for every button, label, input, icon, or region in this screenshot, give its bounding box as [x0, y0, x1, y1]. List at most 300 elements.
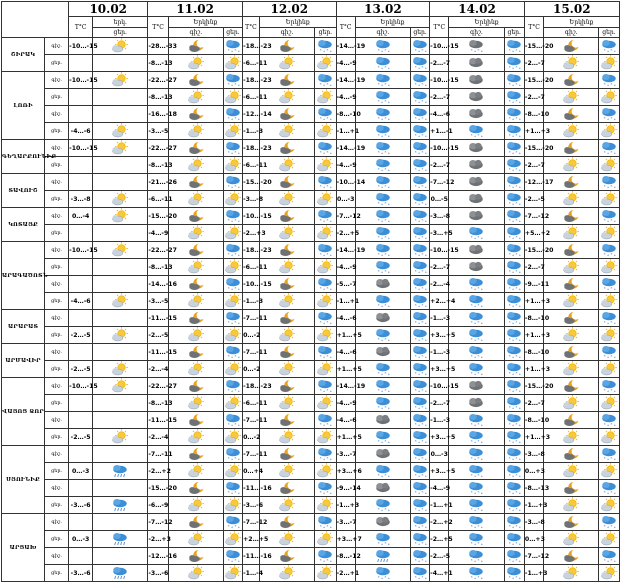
temperature-cell: -4…-6	[69, 123, 93, 140]
weather-icon-cell	[410, 310, 429, 327]
svg-text:*: *	[424, 457, 427, 462]
svg-text:*: *	[421, 269, 424, 274]
svg-text:*: *	[330, 525, 333, 530]
weather-icon-cell	[449, 106, 504, 123]
temperature-cell: -2…-7	[430, 89, 449, 106]
temperature-cell: -8…-13	[524, 480, 543, 497]
svg-text:*: *	[471, 371, 474, 376]
svg-text:*: *	[414, 218, 417, 223]
svg-text:*: *	[424, 576, 427, 581]
temperature-cell: -3…-5	[148, 293, 168, 310]
weather-icon-cell	[449, 276, 504, 293]
svg-text:*: *	[326, 524, 329, 529]
svg-text:*: *	[237, 287, 240, 292]
weather-icon-cell	[315, 531, 337, 548]
temperature-cell: -16…-18	[148, 106, 168, 123]
time-of-day: ցեր.	[45, 361, 69, 378]
weather-icon-cell	[315, 514, 337, 531]
time-of-day: ցեր.	[45, 497, 69, 514]
weather-icon-cell	[599, 174, 619, 191]
svg-text:*: *	[377, 337, 380, 342]
svg-text:*: *	[234, 184, 237, 189]
weather-icon-cell	[544, 531, 599, 548]
svg-text:*: *	[421, 541, 424, 546]
svg-text:*: *	[519, 270, 521, 275]
svg-text:*: *	[519, 423, 521, 428]
temperature-cell: -7…-11	[148, 446, 168, 463]
svg-text:*: *	[508, 354, 511, 359]
svg-text:*: *	[377, 507, 380, 512]
svg-text:*: *	[384, 269, 387, 274]
weather-icon-cell	[599, 429, 619, 446]
temperature-cell: -4…-6	[336, 412, 355, 429]
svg-text:*: *	[323, 321, 326, 326]
weather-icon-cell	[355, 55, 410, 72]
forecast-table	[1, 1, 639, 582]
weather-icon-cell	[223, 480, 242, 497]
svg-text:*: *	[512, 49, 515, 54]
svg-text:*: *	[424, 185, 427, 190]
svg-text:*: *	[508, 269, 511, 274]
temperature-cell: +1…+3	[524, 361, 543, 378]
svg-text:*: *	[414, 507, 417, 512]
temperature-cell: -15…-20	[524, 72, 543, 89]
weather-icon-cell	[410, 38, 429, 55]
temperature-cell: -18…-23	[243, 38, 260, 55]
svg-text:*: *	[512, 185, 515, 190]
svg-text:*: *	[323, 355, 326, 360]
temperature-cell: 0…-5	[430, 191, 449, 208]
temperature-cell: -6…-11	[243, 259, 260, 276]
forecast-row	[2, 378, 639, 395]
time-of-day: գիշ.	[45, 242, 69, 259]
weather-icon-cell	[315, 157, 337, 174]
weather-icon-cell	[599, 548, 619, 565]
svg-text:*: *	[330, 219, 333, 224]
svg-text:*: *	[421, 303, 424, 308]
svg-text:*: *	[471, 575, 474, 580]
temperature-cell: 0…-3	[69, 463, 93, 480]
weather-icon-cell	[449, 293, 504, 310]
svg-text:*: *	[421, 439, 424, 444]
svg-text:*: *	[471, 48, 474, 53]
svg-text:*: *	[231, 491, 233, 496]
svg-text:*: *	[384, 439, 387, 444]
svg-text:*: *	[418, 389, 421, 394]
svg-text:*: *	[381, 151, 383, 156]
temperature-cell: -2…-7	[524, 395, 543, 412]
time-of-day: գիշ.	[45, 38, 69, 55]
temperature-cell: -3…-8	[243, 191, 260, 208]
weather-icon-cell	[355, 463, 410, 480]
svg-text:*: *	[387, 236, 390, 241]
svg-text:*: *	[231, 83, 233, 88]
svg-text:*: *	[381, 338, 383, 343]
svg-text:*: *	[477, 320, 480, 325]
weather-icon-cell	[355, 106, 410, 123]
sky-header: Երկինք	[259, 17, 336, 28]
svg-text:*: *	[512, 134, 515, 139]
weather-icon-cell	[449, 446, 504, 463]
weather-icon-cell	[410, 361, 429, 378]
svg-text:*: *	[424, 100, 427, 105]
weather-icon-cell	[410, 463, 429, 480]
svg-text:*: *	[414, 371, 417, 376]
svg-text:*: *	[231, 321, 233, 326]
weather-icon-cell	[599, 412, 619, 429]
time-of-day: գիշ.	[45, 276, 69, 293]
weather-icon-cell	[168, 157, 223, 174]
temperature-cell: -3…-6	[69, 565, 93, 582]
svg-text:*: *	[519, 355, 521, 360]
temperature-cell: -8…-13	[148, 259, 168, 276]
temperature-cell: -3…-7	[336, 514, 355, 531]
weather-icon-cell	[544, 327, 599, 344]
svg-text:*: *	[603, 490, 606, 495]
svg-text:*: *	[381, 66, 383, 71]
region-name: ԱՐՄԱՎԻՐ	[2, 344, 45, 378]
svg-text:*: *	[421, 48, 424, 53]
svg-text:*: *	[418, 559, 421, 564]
weather-icon-cell	[410, 157, 429, 174]
weather-icon-cell	[449, 480, 504, 497]
svg-text:*: *	[326, 48, 329, 53]
weather-icon-cell	[504, 548, 524, 565]
svg-text:*: *	[512, 66, 515, 71]
weather-icon-cell	[410, 293, 429, 310]
weather-icon-cell	[504, 361, 524, 378]
svg-text:*: *	[613, 491, 616, 496]
weather-icon-cell	[355, 480, 410, 497]
svg-text:*: *	[377, 303, 380, 308]
sun-cloud-icon	[111, 379, 129, 398]
svg-text:*: *	[418, 253, 421, 258]
svg-text:*: *	[381, 508, 383, 513]
svg-text:*: *	[607, 151, 609, 156]
svg-text:*: *	[418, 423, 421, 428]
svg-text:*: *	[515, 320, 518, 325]
svg-text:*: *	[471, 490, 474, 495]
svg-text:*: *	[519, 236, 521, 241]
svg-text:*: *	[418, 491, 421, 496]
svg-text:*: *	[418, 219, 421, 224]
svg-text:*: *	[387, 508, 390, 513]
weather-icon-cell	[355, 327, 410, 344]
time-of-day: ցեր.	[45, 123, 69, 140]
svg-text:*: *	[512, 542, 515, 547]
temperature-cell: 0…-3	[430, 446, 449, 463]
weather-icon-cell	[504, 395, 524, 412]
weather-icon-cell	[504, 429, 524, 446]
weather-icon-cell	[315, 310, 337, 327]
weather-icon-cell	[355, 548, 410, 565]
weather-icon-cell	[168, 497, 223, 514]
temperature-cell: -6…-9	[148, 497, 168, 514]
region-name: ՇԻՐԱԿ	[2, 38, 45, 72]
temperature-cell: -10…-15	[430, 72, 449, 89]
temperature-cell: -22…-27	[148, 72, 168, 89]
date-header: 15.02	[524, 2, 619, 17]
temperature-cell	[69, 225, 93, 242]
weather-icon-cell	[544, 480, 599, 497]
forecast-row	[2, 38, 639, 55]
svg-text:*: *	[477, 558, 480, 563]
day-sub-header: ցեր.	[93, 28, 148, 38]
temperature-cell: +3…+5	[430, 429, 449, 446]
svg-text:*: *	[603, 524, 606, 529]
svg-text:*: *	[384, 473, 387, 478]
temperature-cell: -3…-6	[243, 497, 260, 514]
svg-text:*: *	[418, 321, 421, 326]
day-sub-header: ցեր.	[599, 28, 619, 38]
svg-text:*: *	[519, 372, 521, 377]
sky-header: Երկինք	[168, 17, 242, 28]
temperature-cell: 0…-3	[69, 531, 93, 548]
sun-cloud-icon	[111, 430, 129, 449]
svg-text:*: *	[384, 541, 387, 546]
weather-icon-cell	[599, 378, 619, 395]
weather-icon-cell	[93, 565, 148, 582]
night-sub-header: գիշ.	[544, 28, 599, 38]
weather-icon-cell	[449, 412, 504, 429]
svg-text:*: *	[377, 133, 380, 138]
svg-text:*: *	[330, 117, 333, 122]
header-corner	[2, 2, 69, 38]
svg-text:*: *	[418, 355, 421, 360]
weather-icon-cell	[599, 395, 619, 412]
weather-icon-cell	[355, 191, 410, 208]
temperature-cell: -28…-33	[148, 38, 168, 55]
temperature-cell: -8…-13	[148, 395, 168, 412]
svg-text:*: *	[237, 321, 240, 326]
time-of-day: գիշ.	[45, 412, 69, 429]
temperature-cell: -10…-15	[243, 208, 260, 225]
cloud-snow-icon	[467, 566, 485, 585]
svg-text:*: *	[377, 184, 380, 189]
weather-icon-cell	[259, 361, 314, 378]
svg-text:*: *	[234, 558, 237, 563]
svg-text:*: *	[508, 558, 511, 563]
night-sub-header: գիշ.	[449, 28, 504, 38]
svg-text:*: *	[421, 456, 424, 461]
weather-icon-cell	[259, 497, 314, 514]
temperature-cell: -8…-12	[336, 548, 355, 565]
weather-icon-cell	[259, 344, 314, 361]
temperature-cell: -12…-16	[148, 548, 168, 565]
svg-text:*: *	[603, 286, 606, 291]
weather-icon-cell	[449, 327, 504, 344]
temperature-cell: -21…-26	[148, 174, 168, 191]
svg-text:*: *	[231, 219, 233, 224]
sun-cloud-icon	[187, 566, 205, 585]
svg-text:*: *	[508, 150, 511, 155]
time-of-day: գիշ.	[45, 208, 69, 225]
weather-icon-cell	[544, 123, 599, 140]
svg-text:*: *	[414, 473, 417, 478]
date-header: 11.02	[148, 2, 243, 17]
svg-text:*: *	[414, 524, 417, 529]
weather-icon-cell	[544, 293, 599, 310]
weather-icon-cell	[259, 327, 314, 344]
svg-text:*: *	[323, 287, 326, 292]
svg-text:*: *	[519, 559, 521, 564]
svg-text:*: *	[377, 252, 380, 257]
svg-text:*: *	[424, 372, 427, 377]
temperature-cell: -1…-3	[430, 344, 449, 361]
forecast-row	[2, 463, 639, 480]
svg-text:*: *	[481, 440, 484, 445]
svg-text:*: *	[515, 575, 518, 580]
svg-text:*: *	[387, 117, 390, 122]
forecast-row	[2, 55, 639, 72]
svg-text:*: *	[610, 320, 613, 325]
svg-text:*: *	[512, 236, 515, 241]
svg-text:*: *	[424, 83, 427, 88]
weather-icon-cell	[315, 463, 337, 480]
svg-text:*: *	[474, 134, 477, 139]
svg-text:*: *	[481, 287, 484, 292]
svg-text:*: *	[519, 474, 521, 479]
weather-icon-cell	[544, 225, 599, 242]
svg-text:*: *	[377, 269, 380, 274]
svg-text:*: *	[414, 490, 417, 495]
weather-icon-cell	[259, 446, 314, 463]
svg-text:*: *	[471, 541, 474, 546]
svg-text:*: *	[474, 542, 477, 547]
svg-text:*: *	[477, 133, 480, 138]
temperature-cell: -8…-13	[148, 55, 168, 72]
svg-text:*: *	[471, 303, 474, 308]
weather-icon-cell	[504, 38, 524, 55]
weather-icon-cell	[168, 123, 223, 140]
svg-text:*: *	[414, 541, 417, 546]
svg-text:*: *	[418, 576, 421, 581]
svg-text:*: *	[481, 372, 484, 377]
svg-text:*: *	[613, 389, 616, 394]
svg-text:*: *	[610, 82, 613, 87]
svg-text:*: *	[418, 270, 421, 275]
weather-icon-cell	[315, 276, 337, 293]
svg-text:*: *	[326, 490, 329, 495]
weather-icon-cell	[93, 174, 148, 191]
cloud-rain-icon	[111, 498, 129, 517]
svg-text:*: *	[421, 422, 424, 427]
weather-icon-cell	[168, 293, 223, 310]
svg-text:*: *	[607, 423, 609, 428]
svg-text:*: *	[381, 202, 383, 207]
temperature-cell: -3…-6	[148, 565, 168, 582]
weather-icon-cell	[410, 548, 429, 565]
temperature-cell: 0…+3	[524, 531, 543, 548]
sun-cloud-icon	[316, 566, 334, 585]
weather-icon-cell	[504, 514, 524, 531]
svg-text:*: *	[515, 524, 518, 529]
weather-icon-cell	[355, 208, 410, 225]
weather-icon-cell	[449, 548, 504, 565]
weather-icon-cell	[504, 72, 524, 89]
time-of-day: ցեր.	[45, 89, 69, 106]
temperature-cell: +3…+5	[430, 361, 449, 378]
svg-text:*: *	[227, 388, 230, 393]
temperature-cell: -2…-7	[430, 55, 449, 72]
temperature-cell: -3…-5	[148, 123, 168, 140]
svg-text:*: *	[515, 456, 518, 461]
weather-icon-cell	[504, 310, 524, 327]
svg-text:*: *	[421, 558, 424, 563]
weather-icon-cell	[410, 174, 429, 191]
temperature-cell: -10…-15	[430, 242, 449, 259]
temp-header: T°C	[524, 17, 543, 38]
cloud-rain-icon	[111, 532, 129, 551]
svg-text:*: *	[418, 151, 421, 156]
svg-text:*: *	[234, 286, 237, 291]
temperature-cell: +3…+5	[430, 327, 449, 344]
weather-icon-cell	[449, 89, 504, 106]
svg-text:*: *	[424, 491, 427, 496]
temperature-cell: -8…-13	[148, 89, 168, 106]
svg-text:*: *	[471, 133, 474, 138]
temperature-cell: -2…+5	[336, 225, 355, 242]
temperature-cell: 0…+3	[524, 463, 543, 480]
svg-text:*: *	[610, 150, 613, 155]
svg-text:*: *	[508, 184, 511, 189]
svg-text:*: *	[414, 167, 417, 172]
svg-text:*: *	[234, 116, 237, 121]
svg-text:*: *	[384, 405, 387, 410]
svg-text:*: *	[330, 253, 333, 258]
svg-text:*: *	[323, 525, 326, 530]
weather-icon-cell	[93, 191, 148, 208]
svg-text:*: *	[424, 440, 427, 445]
svg-text:*: *	[424, 474, 427, 479]
svg-text:*: *	[512, 559, 515, 564]
svg-text:*: *	[381, 389, 383, 394]
weather-icon-cell	[93, 140, 148, 157]
night-sub-header: գիշ.	[355, 28, 410, 38]
svg-text:*: *	[477, 490, 480, 495]
svg-text:*: *	[381, 236, 383, 241]
svg-text:*: *	[414, 269, 417, 274]
svg-text:*: *	[474, 576, 477, 581]
svg-text:*: *	[418, 338, 421, 343]
weather-icon-cell	[410, 55, 429, 72]
svg-text:*: *	[237, 559, 240, 564]
svg-text:*: *	[471, 473, 474, 478]
svg-text:*: *	[237, 151, 240, 156]
forecast-row	[2, 106, 639, 123]
svg-text:*: *	[477, 422, 480, 427]
svg-text:*: *	[512, 304, 515, 309]
svg-text:*: *	[471, 286, 474, 291]
weather-icon-cell	[93, 378, 148, 395]
temperature-cell: -4…-6	[336, 344, 355, 361]
weather-icon-cell	[223, 497, 242, 514]
temperature-cell: +1…+5	[336, 327, 355, 344]
temperature-cell: -11…-16	[243, 548, 260, 565]
svg-text:*: *	[418, 236, 421, 241]
svg-text:*: *	[515, 303, 518, 308]
weather-icon-cell	[410, 72, 429, 89]
svg-text:*: *	[424, 49, 427, 54]
svg-text:*: *	[515, 201, 518, 206]
forecast-row	[2, 361, 639, 378]
weather-icon-cell	[168, 191, 223, 208]
svg-text:*: *	[326, 252, 329, 257]
svg-text:*: *	[481, 542, 484, 547]
svg-text:*: *	[323, 389, 326, 394]
weather-icon-cell	[168, 463, 223, 480]
svg-text:*: *	[515, 558, 518, 563]
